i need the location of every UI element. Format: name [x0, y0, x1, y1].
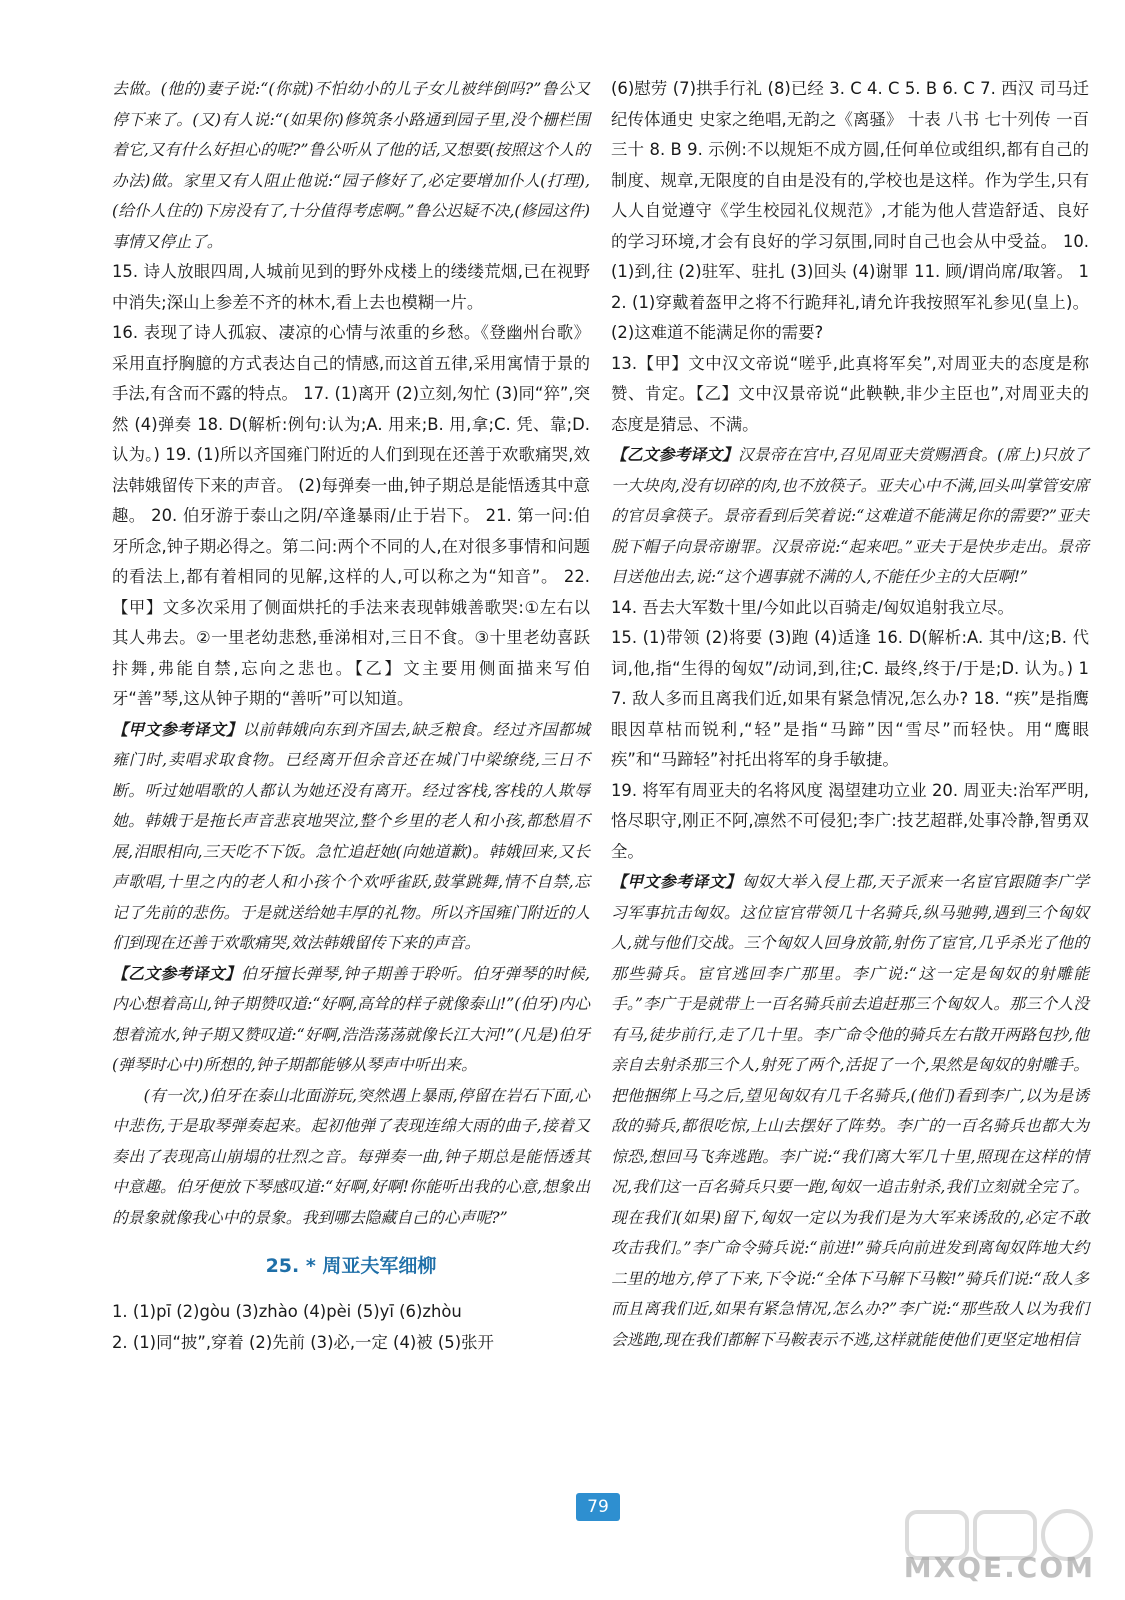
answer-paragraph — [112, 1081, 590, 1234]
paragraph-text: 14. 吾去大军数十里/今如此以百骑走/匈奴追射我立尽。 — [611, 597, 1014, 617]
answer-paragraph — [611, 74, 1089, 349]
paragraph-text: 19. 将军有周亚夫的名将风度 渴望建功立业 20. 周亚夫:治军严明,恪尽职守,刚正不阿,凛然不可侵犯;李广:技艺超群,处事冷静,智勇双全。 — [611, 780, 1089, 861]
paragraph-text: (6)慰劳 (7)拱手行礼 (8)已经 3. C 4. C 5. B 6. C 7. 西汉 司马迁 纪传体通史 史家之绝唱,无韵之《离骚》 十表 八书 七十列传 一百三十 8. B 9. 示例:不以规矩不成方圆,任何单位或组织,都有自己的制度、规章,无限度的自由是没有的,学校也是这样。作为学生,只有人人自觉遵守《学生校园礼仪规范》,才能为他人营造舒适、良好的学习环境,才会有良好的学习氛围,同时自己也会从中受益。 10. (1)到,往 (2)驻军、驻扎 (3)回头 (4)谢罪 11. 顾/谓尚席/取箸。 12. (1)穿戴着盔甲之将不行跪拜礼,请允许我按照军礼参见(皇上)。(2)这难道不能满足你的需要? — [611, 79, 1089, 342]
translation-label: 【乙文参考译文】 — [112, 963, 241, 983]
left-column — [112, 74, 590, 1358]
page-number: 79 — [576, 1493, 620, 1521]
section-item: 2. (1)同“披”,穿着 (2)先前 (3)必,一定 (4)被 (5)张开 — [112, 1332, 494, 1352]
answer-paragraph — [611, 440, 1089, 593]
translation-label: 【乙文参考译文】 — [611, 445, 739, 464]
answer-paragraph — [611, 776, 1089, 868]
paragraph-text: 以前韩娥向东到齐国去,缺乏粮食。经过齐国都城雍门时,卖唱求取食物。已经离开但余音还在城门中梁缭绕,三日不断。听过她唱歌的人都认为她还没有离开。经过客栈,客栈的人欺辱她。韩娥于是拖长声音悲哀地哭泣,整个乡里的老人和小孩,都愁眉不展,泪眼相向,三天吃不下饭。急忙追赶她(向她道歉)。韩娥回来,又长声歌唱,十里之内的老人和小孩个个欢呼雀跃,鼓掌跳舞,情不自禁,忘记了先前的悲伤。于是就送给她丰厚的礼物。所以齐国雍门附近的人们到现在还善于欢歌痛哭,效法韩娥留传下来的声音。 — [112, 719, 590, 952]
paragraph-text: 15. 诗人放眼四周,人城前见到的野外戍楼上的缕缕荒烟,已在视野中消失;深山上参差不齐的林木,看上去也模糊一片。 — [112, 262, 590, 312]
translation-label: 【甲文参考译文】 — [112, 719, 243, 739]
translation-label: 【甲文参考译文】 — [611, 872, 742, 891]
answer-paragraph — [112, 959, 590, 1081]
paragraph-text: 去做。(他的)妻子说:“(你就)不怕幼小的儿子女儿被绊倒吗?”鲁公又停下来了。(又)有人说:“(如果你)修筑条小路通到园子里,没个栅栏围着它,又有什么好担心的呢?”鲁公听从了他的话,又想要(按照这个人的办法)做。家里又有人阻止他说:“园子修好了,必定要增加仆人(打理),(给仆人住的)下房没有了,十分值得考虑啊。”鲁公迟疑不决,(修园这件)事情又停止了。 — [112, 79, 590, 251]
answer-paragraph — [611, 349, 1089, 441]
answer-paragraph — [611, 623, 1089, 776]
paragraph-text: 匈奴大举入侵上郡,天子派来一名宦官跟随李广学习军事抗击匈奴。这位宦官带领几十名骑兵,纵马驰骋,遇到三个匈奴人,就与他们交战。三个匈奴人回身放箭,射伤了宦官,几乎杀光了他的那些骑兵。宦官逃回李广那里。李广说:“这一定是匈奴的射雕能手。”李广于是就带上一百名骑兵前去追赶那三个匈奴人。那三个人没有马,徒步前行,走了几十里。李广命令他的骑兵左右散开两路包抄,他亲自去射杀那三个人,射死了两个,活捉了一个,果然是匈奴的射雕手。把他捆绑上马之后,望见匈奴有几千名骑兵,(他们)看到李广,以为是诱敌的骑兵,都很吃惊,上山去摆好了阵势。李广的一百名骑兵也都大为惊恐,想回马飞奔逃跑。李广说:“我们离大军几十里,照现在这样的情况,我们这一百名骑兵只要一跑,匈奴一追击射杀,我们立刻就全完了。现在我们(如果)留下,匈奴一定以为我们是为大军来诱敌的,必定不敢攻击我们。”李广命令骑兵说:“前进!”骑兵向前进发到离匈奴阵地大约二里的地方,停了下来,下令说:“全体下马解下马鞍!”骑兵们说:“敌人多而且离我们近,如果有紧急情况,怎么办?”李广说:“那些敌人以为我们会逃跑,现在我们都解下马鞍表示不逃,这样就能使他们更坚定地相信 — [611, 872, 1089, 1349]
paragraph-text: 13.【甲】文中汉文帝说“嗟乎,此真将军矣”,对周亚夫的态度是称赞、肯定。【乙】文中汉景帝说“此鞅鞅,非少主臣也”,对周亚夫的态度是猜忌、不满。 — [611, 353, 1089, 434]
right-column — [611, 74, 1089, 1355]
answer-paragraph — [112, 74, 590, 257]
answer-paragraph — [112, 318, 590, 715]
watermark-text: MXQE.COM — [903, 1551, 1095, 1584]
answer-paragraph — [611, 593, 1089, 624]
paragraph-text: (有一次,)伯牙在泰山北面游玩,突然遇上暴雨,停留在岩石下面,心中悲伤,于是取琴弹奏起来。起初他弹了表现连绵大雨的曲子,接着又奏出了表现高山崩塌的壮烈之音。每弹奏一曲,钟子期总是能悟透其中意趣。伯牙便放下琴感叹道:“好啊,好啊!你能听出我的心意,想象出的景象就像我心中的景象。我到哪去隐藏自己的心声呢?” — [112, 1085, 590, 1227]
paragraph-text: 汉景帝在宫中,召见周亚夫赏赐酒食。(席上)只放了一大块肉,没有切碎的肉,也不放筷子。亚夫心中不满,回头叫掌管安席的官员拿筷子。景帝看到后笑着说:“这难道不能满足你的需要?”亚夫脱下帽子向景帝谢罪。汉景帝说:“起来吧。”亚夫于是快步走出。景帝目送他出去,说:“这个遇事就不满的人,不能任少主的大臣啊!” — [611, 445, 1089, 586]
paragraph-text: 15. (1)带领 (2)将要 (3)跑 (4)适逢 16. D(解析:A. 其中/这;B. 代词,他,指“生得的匈奴”/动词,到,往;C. 最终,终于/于是;D. 认为。) 17. 敌人多而且离我们近,如果有紧急情况,怎么办? 18. “疾”是指鹰眼因草枯而锐利,“轻”是指“马蹄”因“雪尽”而轻快。用“鹰眼疾”和“马蹄轻”衬托出将军的身手敏捷。 — [611, 628, 1089, 769]
answer-paragraph — [611, 867, 1089, 1355]
answer-paragraph — [112, 715, 590, 959]
answer-paragraph — [112, 257, 590, 318]
paragraph-text: 伯牙擅长弹琴,钟子期善于聆听。伯牙弹琴的时候,内心想着高山,钟子期赞叹道:“好啊,高耸的样子就像泰山!”(伯牙)内心想着流水,钟子期又赞叹道:“好啊,浩浩荡荡就像长江大河!”(凡是)伯牙(弹琴时心中)所想的,钟子期都能够从琴声中听出来。 — [112, 963, 590, 1074]
paragraph-text: 16. 表现了诗人孤寂、凄凉的心情与浓重的乡愁。《登幽州台歌》采用直抒胸臆的方式表达自己的情感,而这首五律,采用寓情于景的手法,有含而不露的特点。 17. (1)离开 (2)立刻,匆忙 (3)同“猝”,突然 (4)弹奏 18. D(解析:例句:认为;A. 用来;B. 用,拿;C. 凭、靠;D. 认为。) 19. (1)所以齐国雍门附近的人们到现在还善于欢歌痛哭,效法韩娥留传下来的声音。 (2)每弹奏一曲,钟子期总是能悟透其中意趣。 20. 伯牙游于泰山之阴/卒逢暴雨/止于岩下。 21. 第一问:伯牙所念,钟子期必得之。第二问:两个不同的人,在对很多事情和问题的看法上,都有着相同的见解,这样的人,可以称之为“知音”。 22.【甲】文多次采用了侧面烘托的手法来表现韩娥善歌哭:①左右以其人弗去。②一里老幼悲愁,垂涕相对,三日不食。③十里老幼喜跃抃舞,弗能自禁,忘向之悲也。【乙】文主要用侧面描来写伯牙“善”琴,这从钟子期的“善听”可以知道。 — [112, 323, 590, 708]
section-title: 25. * 周亚夫军细柳 — [265, 1255, 437, 1277]
section-item: 1. (1)pī (2)gòu (3)zhào (4)pèi (5)yī (6)zhòu — [112, 1302, 462, 1321]
